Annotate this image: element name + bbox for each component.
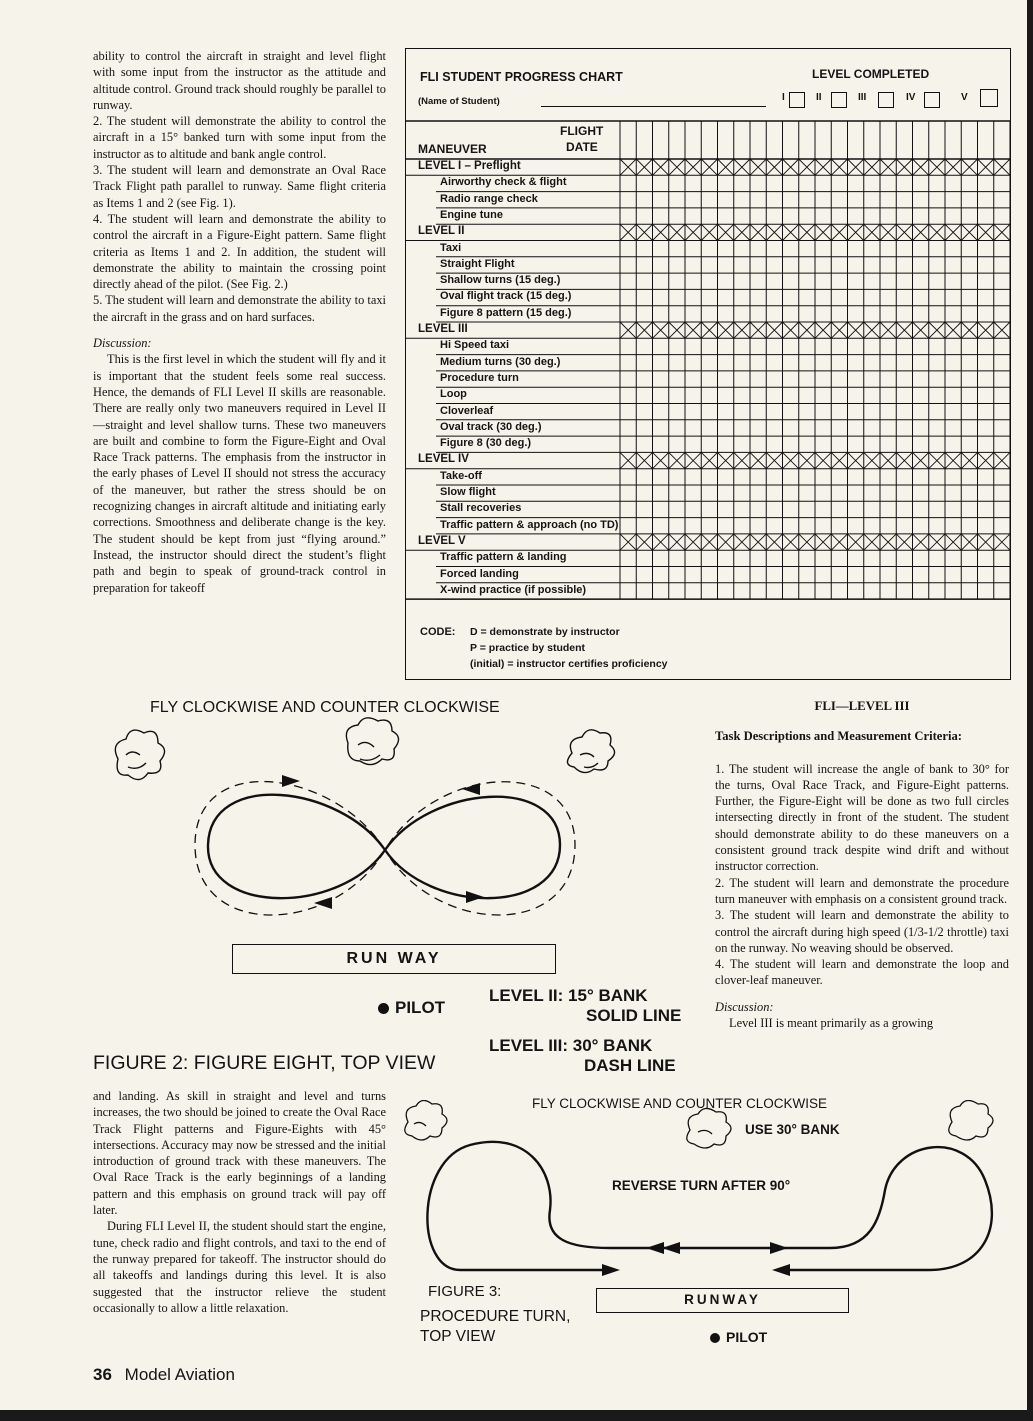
pilot-label: PILOT (395, 998, 446, 1017)
maneuver-label: Take-off (440, 469, 482, 482)
maneuver-label: Slow flight (440, 486, 496, 498)
paragraph: During FLI Level II, the student should start the engine, tune, check radio and flight controls, and taxi to the end of the runway prepared for takeoff. The instructor should do all takeoffs and landings during this level. It is also suggested that the instructor relieve the student occasionally to allow a little relaxation. (93, 1219, 386, 1315)
maneuver-row (406, 485, 1010, 501)
figure2-runway (232, 944, 556, 974)
right-column (715, 698, 1009, 1031)
figure3-reverse-note: REVERSE TURN AFTER 90° (612, 1178, 791, 1193)
maneuver-row (406, 289, 1010, 305)
level-v-label: V (961, 92, 968, 103)
code-p: P = practice by student (470, 642, 586, 654)
code-initial: (initial) = instructor certifies proficiency (470, 658, 668, 670)
maneuver-label: Airworthy check & flight (440, 176, 567, 189)
maneuver-label: Oval track (30 deg.) (440, 420, 542, 433)
pilot-dot-icon (710, 1333, 720, 1343)
magazine-name: Model Aviation (124, 1365, 235, 1384)
cloud-icon (405, 1100, 447, 1140)
arrow-icon (462, 783, 480, 795)
arrow-icon (772, 1264, 790, 1276)
maneuver-row (406, 420, 1010, 436)
pilot-dot-icon (378, 1003, 389, 1014)
arrow-icon (662, 1242, 680, 1254)
maneuver-label: Cloverleaf (440, 404, 494, 417)
maneuver-row (406, 306, 1010, 322)
figure3-header: FLY CLOCKWISE AND COUNTER CLOCKWISE (532, 1096, 828, 1111)
maneuver-label: X-wind practice (if possible) (440, 583, 587, 596)
paragraph: Level III is meant primarily as a growing (729, 1016, 934, 1031)
figure-eight-diagram (100, 715, 640, 945)
figure3-caption-line3: TOP VIEW (420, 1328, 496, 1345)
student-name-label: (Name of Student) (418, 96, 500, 107)
maneuver-row (406, 355, 1010, 371)
cloud-icon (687, 1108, 731, 1148)
code-label: CODE: (420, 626, 456, 638)
maneuver-label: Stall recoveries (440, 502, 522, 515)
maneuver-label: Shallow turns (15 deg.) (440, 274, 561, 287)
figure3-caption-line2: PROCEDURE TURN, (420, 1308, 571, 1325)
level-iii-label: III (858, 92, 867, 103)
maneuver-row (406, 192, 1010, 208)
maneuver-row (406, 436, 1010, 452)
figure3-bank-note: USE 30° BANK (745, 1122, 840, 1137)
pilot-label: PILOT (726, 1329, 768, 1345)
solid-figure-eight (208, 795, 560, 898)
maneuver-row (406, 241, 1010, 257)
paragraph: 4. The student will learn and demonstrate the ability to control the aircraft in a Figure-Eight pattern. Same flight criteria as Items 1 and 2. In addition, the student will demonstrate the ability to maintain the crossing point directly ahead of the pilot. (See Fig. 2.) (93, 211, 386, 292)
runway-label: RUNWAY (684, 1292, 761, 1307)
maneuver-label: Figure 8 (30 deg.) (440, 437, 532, 450)
arrow-icon (770, 1242, 788, 1254)
level-i-checkbox[interactable] (789, 92, 805, 108)
date-header: DATE (566, 140, 598, 154)
maneuver-row (406, 501, 1010, 517)
figure2-pilot (378, 998, 445, 1018)
maneuver-row (406, 387, 1010, 403)
cloud-detail (580, 753, 598, 767)
maneuver-row (406, 273, 1010, 289)
arrow-icon (282, 775, 300, 787)
direction-arrows (282, 775, 484, 909)
maneuver-label: Taxi (440, 241, 462, 254)
level2-note: LEVEL II: 15° BANK (489, 986, 648, 1005)
figure2-caption: FIGURE 2: FIGURE EIGHT, TOP VIEW (93, 1052, 436, 1074)
discussion-heading: Discussion: (93, 336, 152, 351)
maneuver-label: Figure 8 pattern (15 deg.) (440, 306, 572, 319)
maneuver-label: Traffic pattern & landing (440, 551, 567, 564)
page-number: 36 (93, 1365, 112, 1384)
level-label: LEVEL III (418, 323, 468, 335)
clouds (115, 718, 614, 780)
maneuver-label: Medium turns (30 deg.) (440, 355, 561, 368)
paragraph: 4. The student will learn and demonstrate the loop and clover-leaf maneuver. (715, 957, 1009, 988)
level-ii-label: II (816, 92, 822, 103)
chart-title: FLI STUDENT PROGRESS CHART (420, 70, 623, 84)
cloud-detail (358, 742, 380, 760)
paragraph: ability to control the aircraft in straight and level flight with some input from the instructor as the attitude and altitude control. Ground track should roughly be parallel to runway. (93, 49, 386, 112)
maneuver-label: Forced landing (440, 567, 519, 580)
maneuver-row (406, 469, 1010, 485)
maneuver-row (406, 550, 1010, 566)
cloud-icon (346, 718, 398, 765)
figure2-header: FLY CLOCKWISE AND COUNTER CLOCKWISE (150, 699, 500, 716)
paragraph: 3. The student will learn and demonstrate the ability to control the aircraft during high speed (1/3-1/2 throttle) taxi on the runway. No weaving should be observed. (715, 908, 1009, 955)
runway-label: RUN WAY (346, 950, 442, 967)
level-label: LEVEL I – Preflight (418, 160, 521, 172)
procedure-turn-diagram (400, 1100, 1020, 1300)
maneuver-row (406, 257, 1010, 273)
level-iii-heading: FLI—LEVEL III (814, 699, 910, 713)
paragraph: 3. The student will learn and demonstrate an Oval Race Track Flight path parallel to runway. Same flight criteria as Items 1 and 2 (see Fig. 1). (93, 163, 386, 210)
arrow-icon (466, 891, 484, 903)
level3-line-note: DASH LINE (584, 1056, 676, 1075)
maneuver-label: Engine tune (440, 208, 503, 221)
discussion-heading: Discussion: (715, 999, 774, 1014)
maneuver-label: Procedure turn (440, 371, 519, 384)
cloud-detail (126, 752, 146, 768)
arrow-icon (646, 1242, 664, 1254)
maneuver-label: Hi Speed taxi (440, 339, 510, 352)
level3-note: LEVEL III: 30° BANK (489, 1036, 653, 1055)
level-row (406, 534, 1010, 550)
level-iii-checkbox[interactable] (878, 92, 894, 108)
maneuver-label: Loop (440, 388, 467, 401)
paragraph: 2. The student will demonstrate the ability to control the aircraft in a 15° banked turn with some input from the instructor as to altitude and bank angle control. (93, 114, 386, 161)
level-row (406, 224, 1010, 240)
level-label: LEVEL II (418, 225, 465, 238)
paragraph: This is the first level in which the student will fly and it is important that the student feels some real success. Hence, the demands of FLI Level II skills are reasonable. There are really only two maneuvers required in Level II—straight and level shallow turns. These two maneuvers are built and combine to form the Figure-Eight and Oval Race Track patterns. The emphasis from the instructor in the early phases of Level II should not stress the accuracy of the maneuver, but rather the stress should be on recognizing changes in aircraft altitude and initiating early corrections. Smoothness and deliberate change is the key. The student should be kept from just “flying around.” Instead, the instructor should direct the student’s flight path and begin to speak of ground-track control in preparation for takeoff (93, 352, 386, 595)
maneuver-label: Straight Flight (440, 257, 515, 270)
level-iv-label: IV (906, 92, 916, 103)
paragraph: 5. The student will learn and demonstrate the ability to taxi the aircraft in the grass and on hard surfaces. (93, 293, 386, 324)
cloud-icon (949, 1100, 993, 1140)
page-footer (93, 1365, 235, 1385)
maneuver-row (406, 338, 1010, 354)
level-v-checkbox[interactable] (980, 89, 998, 107)
figure3-pilot (710, 1329, 767, 1345)
level2-line-note: SOLID LINE (586, 1006, 682, 1025)
cloud-detail (698, 1130, 712, 1134)
maneuver-row (406, 583, 1010, 599)
cloud-detail (414, 1122, 426, 1126)
procedure-turn-path (427, 1142, 991, 1270)
level-label: LEVEL V (418, 534, 466, 547)
paragraph: and landing. As skill in straight and level and turns increases, the two should be joined to create the Oval Race Track Flight patterns and Figure-Eights with 45° intersections. Accuracy may now be stressed and the initial introduction of ground track with these maneuvers. The Oval Race Track is the early beginnings of a landing pattern and this emphasis on ground track will pay off later. (93, 1089, 386, 1218)
student-progress-chart (405, 48, 1011, 680)
maneuver-row (406, 518, 1010, 534)
task-heading: Task Descriptions and Measurement Criteria: (715, 729, 962, 744)
top-left-column (93, 48, 386, 596)
level-label: LEVEL IV (418, 453, 469, 466)
paragraph: 1. The student will increase the angle of bank to 30° for the turns, Oval Race Track, and Figure-Eight patterns. Further, the Figure-Eight will be done as two full circles intersecting directly in front of the student. The student should demonstrate ability to do these maneuvers on a consistent ground track despite wind drift and without instructor correction. (715, 761, 1009, 874)
maneuver-row (406, 175, 1010, 191)
paragraph: 2. The student will learn and demonstrate the procedure turn maneuver with emphasis on a consistent ground track. (715, 875, 1009, 906)
arrow-icon (602, 1264, 620, 1276)
level-row (406, 452, 1010, 468)
level-iv-checkbox[interactable] (924, 92, 940, 108)
student-name-line (541, 106, 766, 107)
maneuver-row (406, 404, 1010, 420)
maneuver-row (406, 567, 1010, 583)
maneuver-label: Traffic pattern & approach (no TD) (440, 518, 619, 531)
maneuver-label: Oval flight track (15 deg.) (440, 290, 572, 303)
figure3-caption-line1: FIGURE 3: (428, 1283, 502, 1300)
level-i-label: I (782, 92, 785, 103)
level-completed-label: LEVEL COMPLETED (812, 67, 930, 81)
maneuver-header: MANEUVER (418, 142, 487, 156)
maneuver-row (406, 371, 1010, 387)
bottom-left-column (93, 1088, 386, 1316)
maneuver-label: Radio range check (440, 192, 538, 205)
level-row (406, 159, 1010, 175)
code-d: D = demonstrate by instructor (470, 626, 620, 638)
arrow-icon (314, 897, 332, 909)
cloud-icon (567, 730, 614, 773)
maneuver-row (406, 208, 1010, 224)
level-ii-checkbox[interactable] (831, 92, 847, 108)
level-row (406, 322, 1010, 338)
figure3-runway (596, 1288, 849, 1313)
flight-header: FLIGHT (560, 124, 604, 138)
